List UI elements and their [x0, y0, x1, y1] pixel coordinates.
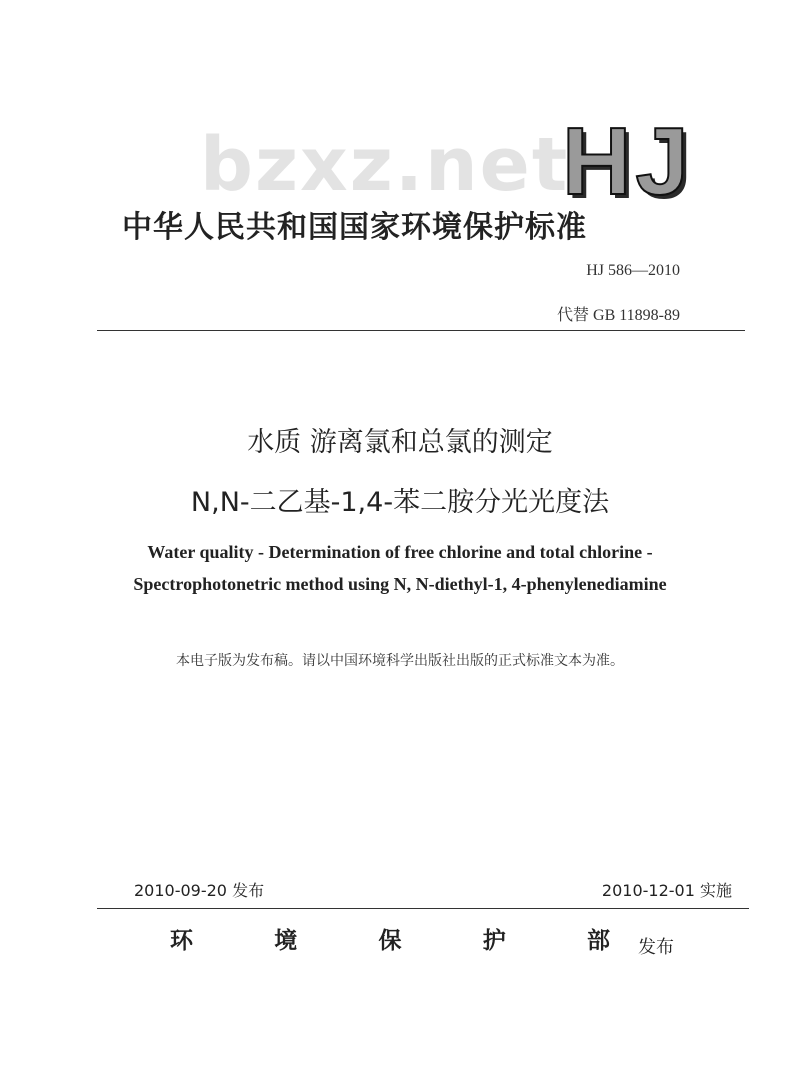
replaces-standard: 代替 GB 11898-89 — [557, 307, 680, 324]
hj-logo: HJ — [562, 108, 693, 215]
issuer-char: 部 — [587, 928, 610, 954]
issue-date: 2010-09-20 发布 — [134, 881, 265, 900]
top-divider — [97, 330, 745, 331]
electronic-version-note: 本电子版为发布稿。请以中国环境科学出版社出版的正式标准文本为准。 — [176, 653, 624, 669]
title-chinese-line-2: N,N-二乙基-1,4-苯二胺分光光度法 — [190, 487, 610, 518]
watermark: bzxz.net — [200, 122, 570, 208]
issuer-char: 境 — [274, 928, 298, 954]
bottom-divider — [97, 908, 749, 909]
title-english-line-1: Water quality - Determination of free chlorine and total chlorine - — [147, 542, 653, 562]
title-chinese-line-1: 水质 游离氯和总氯的测定 — [247, 427, 553, 458]
standard-organization-title: 中华人民共和国国家环境保护标准 — [122, 210, 587, 245]
title-english-line-2: Spectrophotonetric method using N, N-diethyl-1, 4-phenylenediamine — [133, 574, 667, 594]
issued-label: 发布 — [638, 937, 674, 958]
standard-number: HJ 586—2010 — [586, 262, 680, 279]
issuing-authority — [170, 922, 610, 955]
issuer-char: 护 — [482, 928, 506, 954]
issuer-char: 环 — [170, 928, 193, 954]
issuer-char: 保 — [378, 928, 402, 954]
implementation-date: 2010-12-01 实施 — [601, 881, 732, 900]
